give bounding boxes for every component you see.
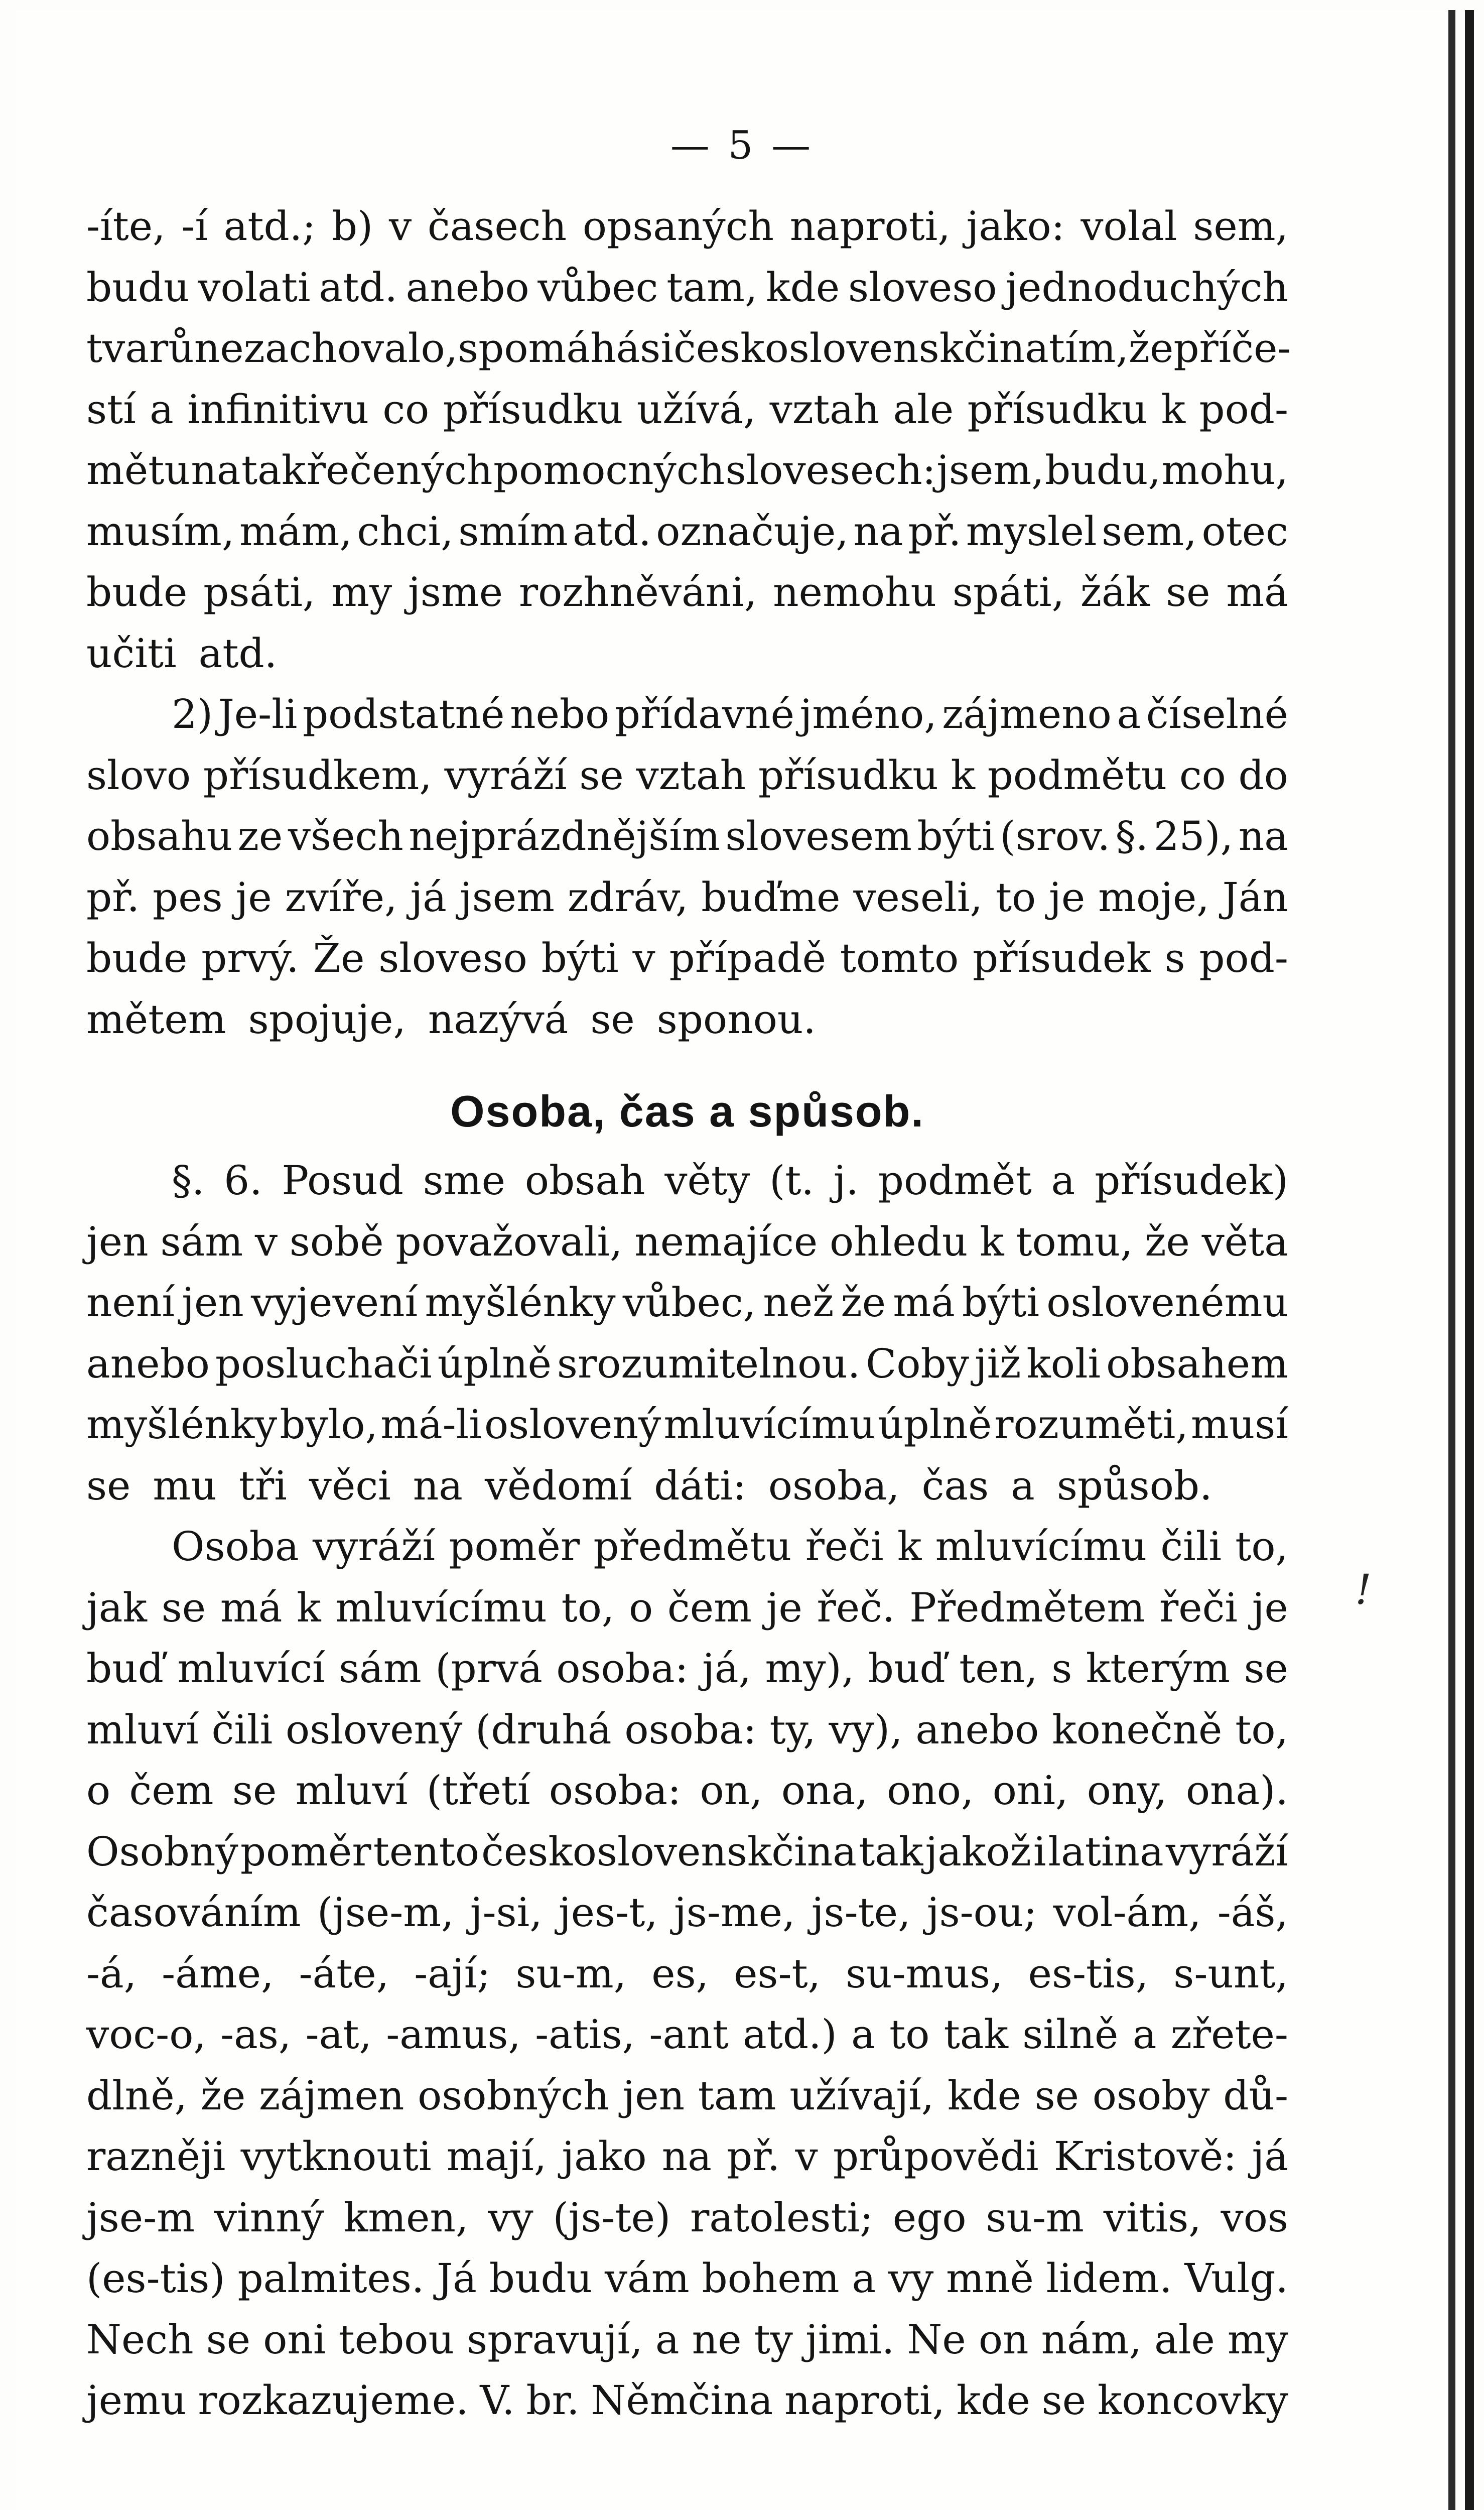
paragraph-1 xyxy=(86,196,1291,684)
text-line: razněji vytknouti mají, jako na př. v průpovědi Kristově: já xyxy=(86,2133,1288,2180)
text-line: jse-m vinný kmen, vy (js-te) ratolesti; ego su-m vitis, vos xyxy=(86,2194,1288,2241)
text-line: mětem spojuje, nazývá se sponou. xyxy=(86,995,816,1043)
paragraph-4 xyxy=(86,1516,1288,2431)
text-line: Nech se oni tebou spravují, a ne ty jimi. Ne on nám, ale my xyxy=(86,2316,1288,2363)
section-heading: Osoba, čas a spůsob. xyxy=(450,1086,924,1136)
text-line: př. pes je zvíře, já jsem zdráv, buďme veseli, to je moje, Ján xyxy=(86,873,1288,921)
paragraph-2 xyxy=(86,684,1288,1050)
text-line: časováním (jse-m, j-si, jes-t, js-me, js-te, js-ou; vol-ám, -áš, xyxy=(86,1889,1288,1936)
text-line: jak se má k mluvícímu to, o čem je řeč. Předmětem řeči je xyxy=(86,1584,1288,1631)
text-line: obsahu ze všech nejprázdnějším slovesem býti (srov. §. 25), na xyxy=(86,813,1288,859)
text-line: slovo přísudkem, vyráží se vztah přísudku k podmětu co do xyxy=(86,751,1288,799)
text-line: Osobný poměr tento československčina tak jakož i latina vyráží xyxy=(86,1828,1288,1875)
text-line: (es-tis) palmites. Já budu vám bohem a vy mně lidem. Vulg. xyxy=(86,2255,1288,2302)
text-line: dlně, že zájmen osobných jen tam užívají, kde se osoby dů- xyxy=(86,2072,1288,2119)
text-line: bude psáti, my jsme rozhněváni, nemohu spáti, žák se má xyxy=(86,569,1288,615)
text-line: stí a infinitivu co přísudku užívá, vztah ale přísudku k pod- xyxy=(86,386,1288,433)
body-text xyxy=(86,196,1291,2431)
text-line: 2) Je-li podstatné nebo přídavné jméno, zájmeno a číselné xyxy=(172,691,1288,737)
text-line: Osoba vyráží poměr předmětu řeči k mluvícímu čili to, xyxy=(172,1523,1288,1570)
paragraph-3 xyxy=(86,1150,1288,1516)
text-line: mětu na tak řečených pomocných slovesech: jsem, budu, mohu, xyxy=(86,447,1288,493)
text-line: o čem se mluví (třetí osoba: on, ona, ono, oni, ony, ona). xyxy=(86,1767,1288,1814)
text-line: bude prvý. Že sloveso býti v případě tomto přísudek s pod- xyxy=(86,935,1288,981)
text-line: anebo posluchači úplně srozumitelnou. Coby již koli obsahem xyxy=(86,1340,1288,1387)
page-edge-shadow xyxy=(1465,10,1474,2510)
margin-mark: ! xyxy=(1355,1566,1372,1614)
text-line: myšlénky bylo, má-li oslovený mluvícímu úplně rozuměti, musí xyxy=(86,1401,1288,1448)
text-line: -á, -áme, -áte, -ají; su-m, es, es-t, su-mus, es-tis, s-unt, xyxy=(86,1950,1288,1997)
text-line: jen sám v sobě považovali, nemajíce ohledu k tomu, že věta xyxy=(86,1218,1288,1265)
page-number: — 5 — xyxy=(670,123,814,168)
text-line: -íte, -í atd.; b) v časech opsaných naproti, jako: volal sem, xyxy=(86,203,1288,249)
text-line: buď mluvící sám (prvá osoba: já, my), buď ten, s kterým se xyxy=(86,1645,1288,1692)
text-line: se mu tři věci na vědomí dáti: osoba, čas a spůsob. xyxy=(86,1462,1212,1509)
text-line: není jen vyjevení myšlénky vůbec, než že má býti oslovenému xyxy=(86,1279,1288,1326)
text-line: mluví čili oslovený (druhá osoba: ty, vy), anebo konečně to, xyxy=(86,1706,1288,1753)
text-line: musím, mám, chci, smím atd. označuje, na př. myslel sem, otec xyxy=(86,508,1288,555)
text-line: §. 6. Posud sme obsah věty (t. j. podmět a přísudek) xyxy=(172,1157,1288,1204)
text-line: učiti atd. xyxy=(86,630,278,677)
text-line: voc-o, -as, -at, -amus, -atis, -ant atd.) a to tak silně a zřete- xyxy=(86,2011,1288,2058)
text-line: budu volati atd. anebo vůbec tam, kde sloveso jednoduchých xyxy=(86,264,1288,311)
text-line: tvarů nezachovalo, spomáhá si československčina tím, že příče- xyxy=(86,325,1291,371)
text-line: jemu rozkazujeme. V. br. Němčina naproti, kde se koncovky xyxy=(86,2377,1288,2424)
